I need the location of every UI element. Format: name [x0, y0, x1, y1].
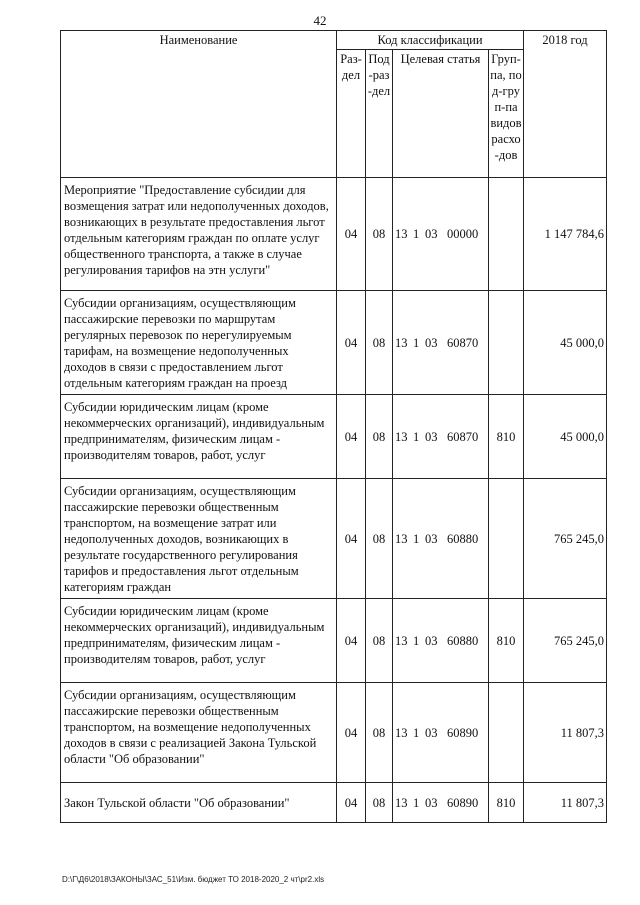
row-target-article — [393, 178, 489, 291]
header-section: Раз-дел — [337, 50, 366, 178]
page-number: 42 — [313, 13, 327, 28]
row-expense-group — [489, 683, 524, 783]
header-name: Наименование — [61, 31, 337, 178]
row-name: Субсидии юридическим лицам (кроме некоммерческих организаций), индивидуальным предпринимателям, физическим лицам - производителям товаров, работ, услуг — [61, 599, 337, 683]
row-name: Мероприятие "Предоставление субсидии для возмещения затрат или недополученных доходов, возникающих в результате предоставления льгот отдельным категориям граждан по оплате услуг общественного транспорта, а также в случае регулирования тарифов на этн услуги" — [61, 178, 337, 291]
row-name: Закон Тульской области "Об образовании" — [61, 783, 337, 823]
table-row — [61, 683, 607, 783]
file-path-footer: D:\Г\Д6\2018\ЗАКОНЫ\ЗАС_51\Изм. бюджет ТО 2018-2020_2 чт\pr2.xls — [62, 875, 325, 884]
table-row — [61, 291, 607, 395]
row-target-article — [393, 395, 489, 479]
target-article-part: 03 — [425, 795, 438, 810]
row-expense-group — [489, 479, 524, 599]
target-article-part: 00000 — [447, 227, 479, 241]
target-article-part: 03 — [425, 725, 438, 740]
target-article-part: 03 — [425, 633, 438, 648]
row-target-article — [393, 479, 489, 599]
target-article-part: 13 — [395, 227, 408, 241]
table-row — [61, 479, 607, 599]
target-article-part: 13 — [395, 725, 408, 740]
target-article-part: 03 — [425, 531, 438, 546]
target-article-part: 03 — [425, 335, 438, 350]
target-article-part: 60870 — [447, 429, 479, 444]
target-article-part: 1 — [413, 531, 420, 546]
row-amount: 765 245,0 — [524, 599, 607, 683]
row-subsection: 08 — [366, 291, 393, 395]
target-article-part: 60880 — [447, 531, 479, 546]
row-section: 04 — [337, 683, 366, 783]
header-year: 2018 год — [524, 31, 607, 178]
target-article-part: 60870 — [447, 335, 479, 350]
row-subsection: 08 — [366, 599, 393, 683]
row-name: Субсидии организациям, осуществляющим пассажирские перевозки общественным транспортом, на возмещение затрат или недополученных доходов, возникающих в результате государственного регулирования тарифов и предоставления льгот отдельным категориям граждан — [61, 479, 337, 599]
target-article-part: 1 — [413, 795, 420, 810]
target-article-part: 13 — [395, 795, 408, 810]
row-name: Субсидии организациям, осуществляющим пассажирские перевозки по маршрутам регулярных перевозок по нерегулируемым тарифам, на возмещение недополученных доходов в связи с предоставлением льгот отдельным категориям граждан на проезд — [61, 291, 337, 395]
row-amount: 45 000,0 — [524, 291, 607, 395]
target-article-part: 60890 — [447, 795, 479, 810]
row-section: 04 — [337, 178, 366, 291]
row-amount: 765 245,0 — [524, 479, 607, 599]
row-expense-group: 810 — [489, 395, 524, 479]
row-amount: 45 000,0 — [524, 395, 607, 479]
row-section: 04 — [337, 599, 366, 683]
header-group: Груп-па, под-груп-па видов расхо-дов — [489, 50, 524, 178]
table-row — [61, 599, 607, 683]
row-subsection: 08 — [366, 783, 393, 823]
row-section: 04 — [337, 395, 366, 479]
target-article-part: 03 — [425, 227, 438, 241]
target-article-part: 60890 — [447, 725, 479, 740]
target-article-part: 1 — [413, 429, 420, 444]
budget-table — [60, 30, 607, 823]
row-target-article — [393, 683, 489, 783]
row-amount: 1 147 784,6 — [524, 178, 607, 291]
header-target-article: Целевая статья — [393, 50, 489, 178]
target-article-part: 13 — [395, 429, 408, 444]
row-section: 04 — [337, 291, 366, 395]
row-expense-group: 810 — [489, 599, 524, 683]
target-article-part: 1 — [413, 633, 420, 648]
target-article-part: 13 — [395, 531, 408, 546]
row-subsection: 08 — [366, 479, 393, 599]
row-subsection: 08 — [366, 683, 393, 783]
table-row — [61, 178, 607, 291]
row-target-article — [393, 783, 489, 823]
header-subsection: Под-раз-дел — [366, 50, 393, 178]
row-expense-group — [489, 178, 524, 291]
row-section: 04 — [337, 479, 366, 599]
row-subsection: 08 — [366, 178, 393, 291]
row-target-article — [393, 291, 489, 395]
table-row — [61, 783, 607, 823]
row-expense-group — [489, 291, 524, 395]
row-name: Субсидии организациям, осуществляющим пассажирские перевозки общественным транспортом, на возмещение недополученных доходов в связи с реализацией Закона Тульской области "Об образовании" — [61, 683, 337, 783]
target-article-part: 1 — [413, 227, 420, 241]
row-amount: 11 807,3 — [524, 783, 607, 823]
target-article-part: 03 — [425, 429, 438, 444]
target-article-part: 13 — [395, 633, 408, 648]
table-row — [61, 395, 607, 479]
row-subsection: 08 — [366, 395, 393, 479]
row-target-article — [393, 599, 489, 683]
target-article-part: 13 — [395, 335, 408, 350]
row-amount: 11 807,3 — [524, 683, 607, 783]
target-article-part: 60880 — [447, 633, 479, 648]
header-code-group: Код классификации — [337, 31, 524, 50]
row-section: 04 — [337, 783, 366, 823]
row-expense-group: 810 — [489, 783, 524, 823]
target-article-part: 1 — [413, 335, 420, 350]
target-article-part: 1 — [413, 725, 420, 740]
row-name: Субсидии юридическим лицам (кроме некоммерческих организаций), индивидуальным предпринимателям, физическим лицам - производителям товаров, работ, услуг — [61, 395, 337, 479]
